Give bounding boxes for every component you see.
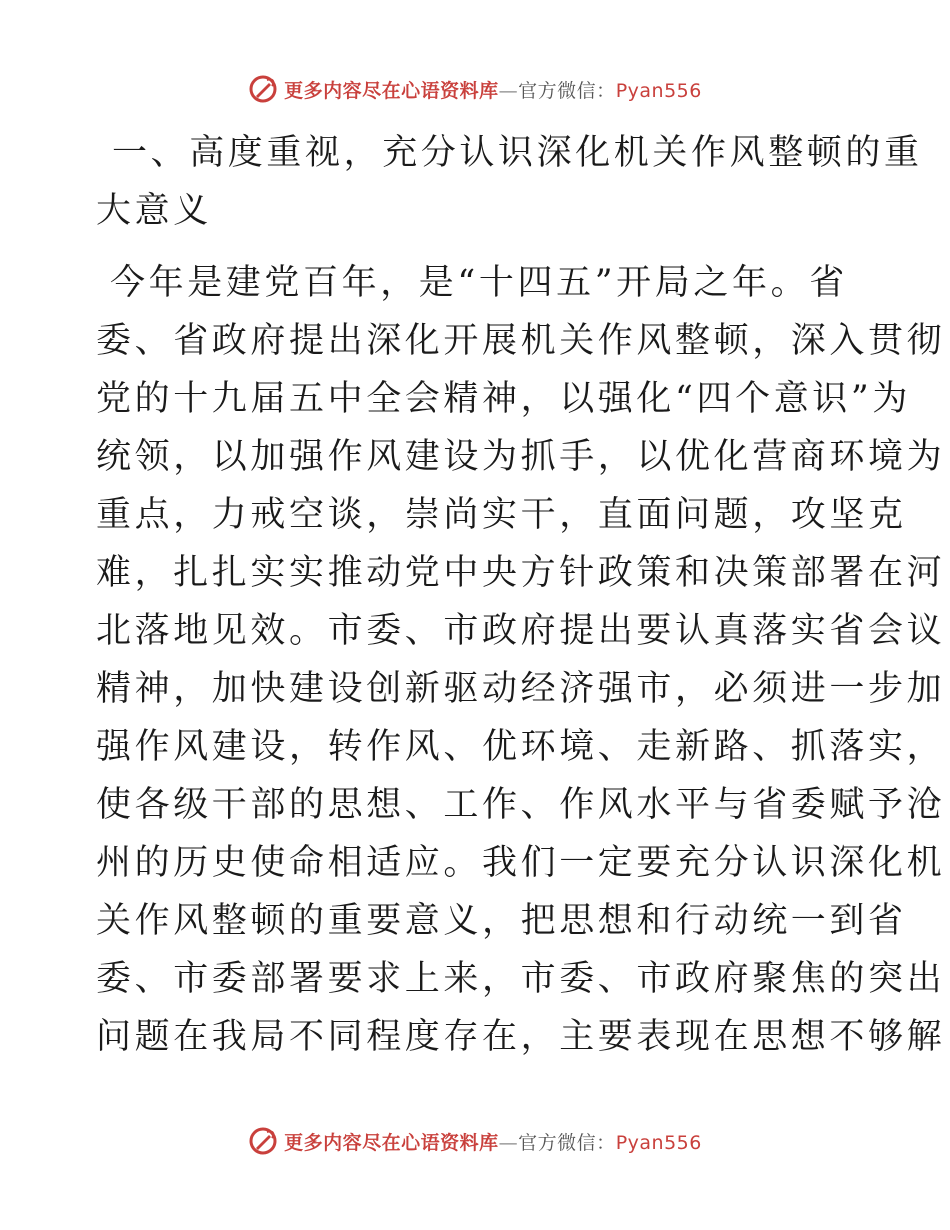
watermark-separator: —	[498, 1131, 519, 1154]
watermark-wechat-id: Pyan556	[615, 1131, 702, 1154]
quill-logo-icon	[248, 1126, 278, 1156]
watermark-label: 官方微信：	[518, 1131, 616, 1154]
watermark-label: 官方微信：	[518, 79, 616, 102]
paragraph-line: 州的历史使命相适应。我们一定要充分认识深化机	[96, 843, 946, 883]
body-paragraph	[96, 254, 946, 1066]
paragraph-line: 委、省政府提出深化开展机关作风整顿，深入贯彻	[96, 321, 946, 361]
paragraph-line: 使各级干部的思想、工作、作风水平与省委赋予沧	[96, 785, 946, 825]
paragraph-line: 重点，力戒空谈，崇尚实干，直面问题，攻坚克	[96, 495, 907, 535]
section-heading	[96, 124, 923, 240]
paragraph-line: 强作风建设，转作风、优环境、走新路、抓落实，	[96, 727, 946, 767]
paragraph-line: 精神，加快建设创新驱动经济强市，必须进一步加	[96, 669, 946, 709]
paragraph-line: 统领，以加强作风建设为抓手，以优化营商环境为	[96, 437, 946, 477]
paragraph-line: 问题在我局不同程度存在，主要表现在思想不够解	[96, 1017, 946, 1057]
paragraph-line: 今年是建党百年，是“十四五”开局之年。省	[110, 263, 848, 303]
footer-watermark	[0, 1124, 950, 1158]
paragraph-line: 关作风整顿的重要意义，把思想和行动统一到省	[96, 901, 907, 941]
paragraph-line: 北落地见效。市委、市政府提出要认真落实省会议	[96, 611, 946, 651]
header-watermark	[0, 72, 950, 106]
paragraph-line: 委、市委部署要求上来，市委、市政府聚焦的突出	[96, 959, 946, 999]
heading-line: 大意义	[96, 191, 212, 231]
document-body	[96, 124, 946, 1066]
quill-logo-icon	[248, 74, 278, 104]
heading-line: 一、高度重视，充分认识深化机关作风整顿的重	[112, 133, 923, 173]
paragraph-line: 党的十九届五中全会精神，以强化“四个意识”为	[96, 379, 911, 419]
paragraph-line: 难，扎扎实实推动党中央方针政策和决策部署在河	[96, 553, 946, 593]
watermark-separator: —	[498, 79, 519, 102]
watermark-main-text: 更多内容尽在心语资料库	[284, 1131, 499, 1154]
watermark-main-text: 更多内容尽在心语资料库	[284, 79, 499, 102]
watermark-wechat-id: Pyan556	[615, 79, 702, 102]
